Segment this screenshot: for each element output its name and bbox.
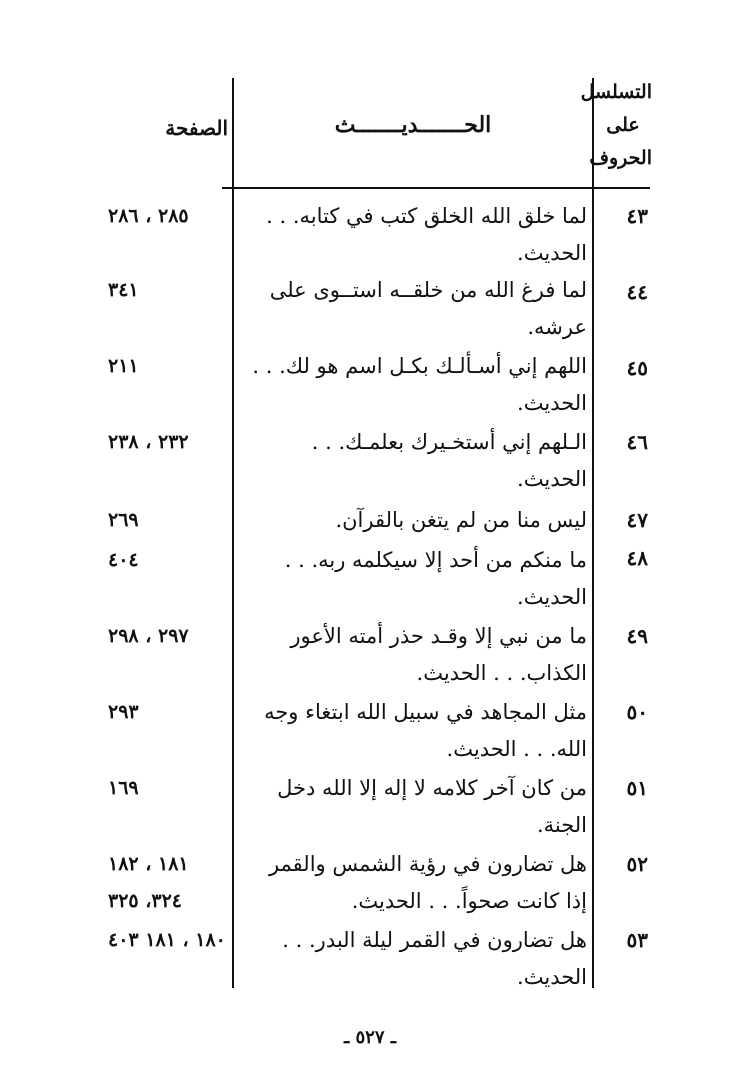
row-number: ٤٤ xyxy=(626,280,648,304)
column-divider-left xyxy=(232,78,234,988)
header-rule xyxy=(222,187,650,189)
page-refs: ٢٦٩ xyxy=(108,509,139,531)
page-refs: ١٦٩ xyxy=(108,777,139,799)
row-number: ٤٧ xyxy=(626,508,648,532)
header-hadith: الحـــــــديـــــــث xyxy=(334,112,492,138)
hadith-text: لما خلق الله الخلق كتب في كتابه. . . الحديث. xyxy=(266,204,587,265)
header-serial-line2: على xyxy=(606,114,640,136)
hadith-text: اللهم إني أسـألـك بكـل اسم هو لك. . . الحديث. xyxy=(252,354,587,415)
page-refs: ٢١١ xyxy=(108,355,139,377)
page-refs: ١٨١ ، ١٨٢ ٣٢٤، ٣٢٥ xyxy=(108,853,189,912)
header-serial xyxy=(580,76,652,175)
row-number: ٤٣ xyxy=(626,204,648,228)
hadith-text: مثل المجاهد في سبيل الله ابتغاء وجه الله. . . الحديث. xyxy=(264,700,587,761)
row-number: ٥٢ xyxy=(626,852,648,876)
header-page: الصفحة xyxy=(165,116,228,140)
hadith-text: هل تضارون في رؤية الشمس والقمر إذا كانت صحواً. . . الحديث. xyxy=(268,852,587,913)
page-refs: ٢٩٧ ، ٢٩٨ xyxy=(108,625,189,647)
page-refs: ٢٨٥ ، ٢٨٦ xyxy=(108,205,189,227)
header-serial-line1: التسلسل xyxy=(580,81,652,103)
hadith-text: من كان آخر كلامه لا إله إلا الله دخل الجنة. xyxy=(277,776,587,837)
row-number: ٤٥ xyxy=(626,356,648,380)
row-number: ٤٦ xyxy=(626,430,648,454)
hadith-text: هل تضارون في القمر ليلة البدر. . . الحديث. xyxy=(282,928,587,989)
page-refs: ٤٠٤ xyxy=(108,549,139,571)
page-refs: ١٨٠ ، ١٨١ ٤٠٣ xyxy=(108,929,226,951)
hadith-text: ما من نبي إلا وقـد حذر أمته الأعور الكذاب. . . الحديث. xyxy=(290,624,587,685)
header-serial-line3: الحروف xyxy=(589,147,652,169)
hadith-text: الـلهم إني أستخـيرك بعلمـك. . . الحديث. xyxy=(311,430,587,491)
page-refs: ٢٩٣ xyxy=(108,701,139,723)
row-number: ٥٠ xyxy=(626,700,648,724)
page-refs: ٢٣٢ ، ٢٣٨ xyxy=(108,431,189,453)
page-number: ـ ٥٢٧ ـ xyxy=(343,1027,397,1048)
hadith-text: ما منكم من أحد إلا سيكلمه ربه. . . الحديث. xyxy=(284,548,587,609)
row-number: ٥١ xyxy=(626,776,648,800)
row-number: ٤٨ xyxy=(626,546,648,570)
hadith-text: لما فرغ الله من خلقــه استــوى على عرشه. xyxy=(269,278,587,339)
row-number: ٤٩ xyxy=(626,624,648,648)
page-refs: ٣٤١ xyxy=(108,279,139,301)
hadith-text: ليس منا من لم يتغن بالقرآن. xyxy=(335,508,587,532)
row-number: ٥٣ xyxy=(626,928,648,952)
